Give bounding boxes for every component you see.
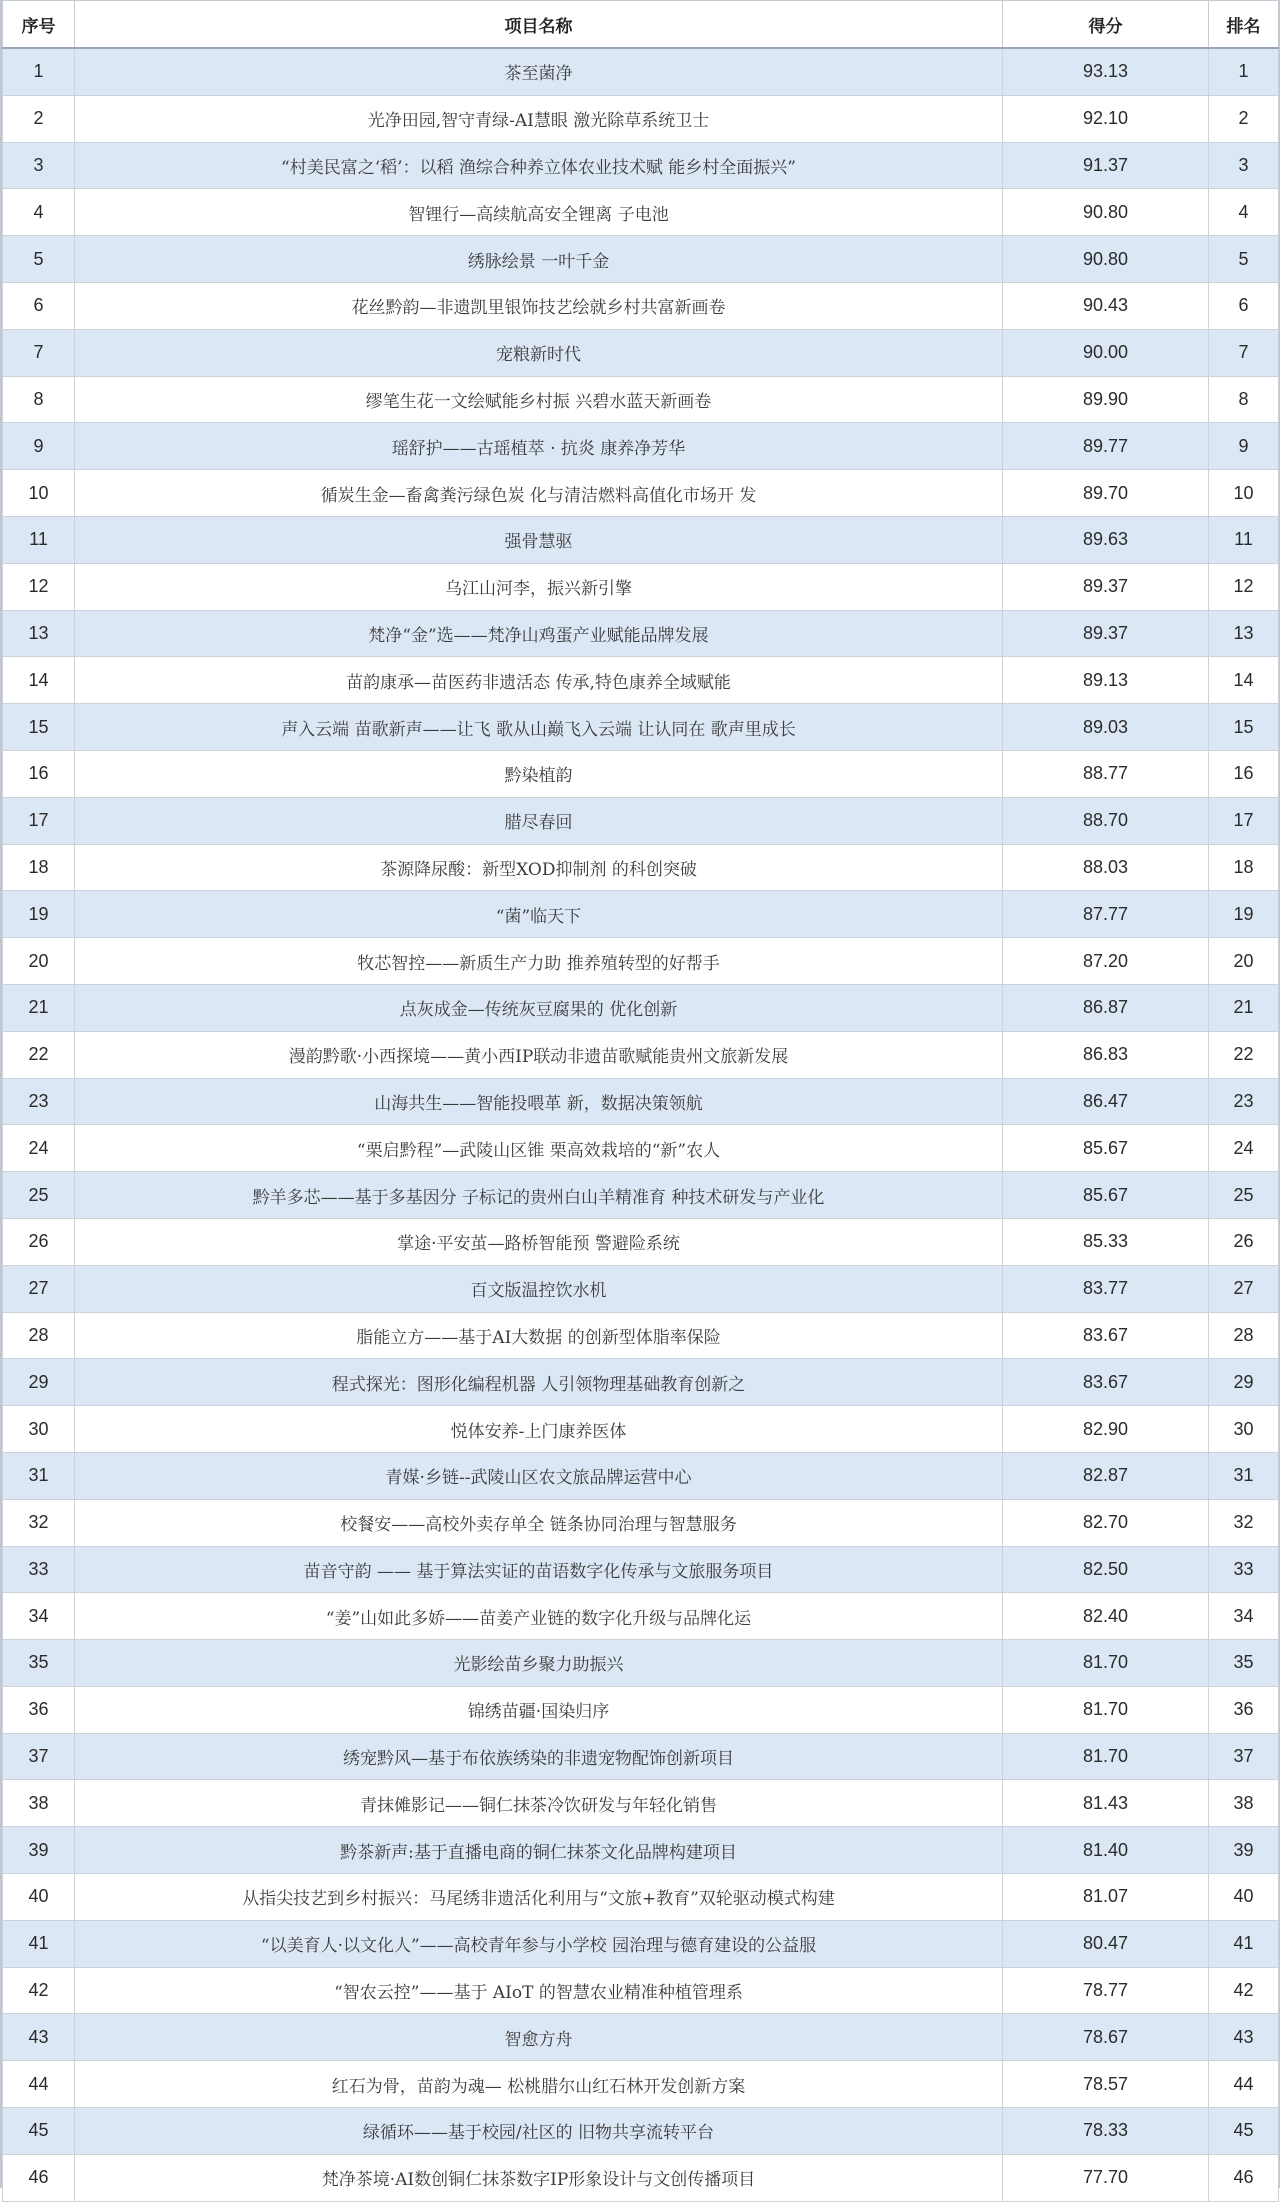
row-score-cell: 91.37 <box>1003 142 1209 189</box>
row-score-cell: 87.20 <box>1003 938 1209 985</box>
row-project-name-cell: 校餐安——高校外卖存单全 链条协同治理与智慧服务 <box>75 1499 1003 1546</box>
row-rank-cell: 40 <box>1209 1874 1279 1921</box>
table-row <box>3 891 1279 938</box>
row-project-name-cell: 绿循环——基于校园/社区的 旧物共享流转平台 <box>75 2108 1003 2155</box>
row-rank-cell: 1 <box>1209 48 1279 95</box>
row-index-cell: 46 <box>3 2154 75 2201</box>
row-index-cell: 38 <box>3 1780 75 1827</box>
table-row <box>3 329 1279 376</box>
row-rank-cell: 32 <box>1209 1499 1279 1546</box>
row-rank-cell: 16 <box>1209 750 1279 797</box>
row-score-cell: 86.83 <box>1003 1031 1209 1078</box>
row-index-cell: 44 <box>3 2061 75 2108</box>
row-index-cell: 40 <box>3 1874 75 1921</box>
row-score-cell: 83.67 <box>1003 1312 1209 1359</box>
row-rank-cell: 33 <box>1209 1546 1279 1593</box>
table-row <box>3 1967 1279 2014</box>
row-project-name-cell: 锦绣苗疆·国染归序 <box>75 1686 1003 1733</box>
table-row <box>3 1031 1279 1078</box>
row-rank-cell: 39 <box>1209 1827 1279 1874</box>
row-score-cell: 92.10 <box>1003 95 1209 142</box>
table-row <box>3 1780 1279 1827</box>
row-index-cell: 43 <box>3 2014 75 2061</box>
row-score-cell: 82.50 <box>1003 1546 1209 1593</box>
table-row <box>3 236 1279 283</box>
row-rank-cell: 30 <box>1209 1406 1279 1453</box>
row-index-cell: 45 <box>3 2108 75 2155</box>
row-rank-cell: 17 <box>1209 797 1279 844</box>
row-score-cell: 80.47 <box>1003 1920 1209 1967</box>
row-rank-cell: 14 <box>1209 657 1279 704</box>
ranking-table <box>2 0 1279 2202</box>
row-index-cell: 31 <box>3 1452 75 1499</box>
row-index-cell: 25 <box>3 1172 75 1219</box>
row-project-name-cell: 黔羊多芯——基于多基因分 子标记的贵州白山羊精准育 种技术研发与产业化 <box>75 1172 1003 1219</box>
row-index-cell: 27 <box>3 1265 75 1312</box>
row-project-name-cell: 山海共生——智能投喂革 新，数据决策领航 <box>75 1078 1003 1125</box>
table-row <box>3 1172 1279 1219</box>
row-index-cell: 19 <box>3 891 75 938</box>
row-index-cell: 12 <box>3 563 75 610</box>
row-rank-cell: 31 <box>1209 1452 1279 1499</box>
table-header-row <box>3 1 1279 49</box>
table-row <box>3 1640 1279 1687</box>
table-row <box>3 282 1279 329</box>
row-rank-cell: 24 <box>1209 1125 1279 1172</box>
row-project-name-cell: 宠粮新时代 <box>75 329 1003 376</box>
table-row <box>3 189 1279 236</box>
table-row <box>3 2014 1279 2061</box>
table-row <box>3 1920 1279 1967</box>
header-index: 序号 <box>3 1 75 49</box>
row-index-cell: 10 <box>3 470 75 517</box>
row-score-cell: 90.80 <box>1003 189 1209 236</box>
row-index-cell: 39 <box>3 1827 75 1874</box>
row-rank-cell: 28 <box>1209 1312 1279 1359</box>
table-row <box>3 1406 1279 1453</box>
row-index-cell: 13 <box>3 610 75 657</box>
table-row <box>3 844 1279 891</box>
row-rank-cell: 27 <box>1209 1265 1279 1312</box>
table-row <box>3 984 1279 1031</box>
row-project-name-cell: “栗启黔程”—武陵山区锥 栗高效栽培的“新”农人 <box>75 1125 1003 1172</box>
table-row <box>3 1593 1279 1640</box>
row-score-cell: 81.07 <box>1003 1874 1209 1921</box>
row-project-name-cell: 茶源降尿酸：新型XOD抑制剂 的科创突破 <box>75 844 1003 891</box>
row-project-name-cell: 百文版温控饮水机 <box>75 1265 1003 1312</box>
table-row <box>3 2154 1279 2201</box>
row-score-cell: 78.57 <box>1003 2061 1209 2108</box>
row-project-name-cell: 悦体安养-上门康养医体 <box>75 1406 1003 1453</box>
row-project-name-cell: 绣脉绘景 一叶千金 <box>75 236 1003 283</box>
table-row <box>3 48 1279 95</box>
row-score-cell: 81.43 <box>1003 1780 1209 1827</box>
row-project-name-cell: 花丝黔韵—非遗凯里银饰技艺绘就乡村共富新画卷 <box>75 282 1003 329</box>
row-rank-cell: 11 <box>1209 516 1279 563</box>
row-score-cell: 90.80 <box>1003 236 1209 283</box>
row-index-cell: 28 <box>3 1312 75 1359</box>
row-project-name-cell: 瑶舒护——古瑶植萃 · 抗炎 康养净芳华 <box>75 423 1003 470</box>
row-rank-cell: 15 <box>1209 704 1279 751</box>
row-score-cell: 88.70 <box>1003 797 1209 844</box>
row-score-cell: 86.47 <box>1003 1078 1209 1125</box>
row-score-cell: 82.40 <box>1003 1593 1209 1640</box>
row-project-name-cell: “姜”山如此多娇——苗姜产业链的数字化升级与品牌化运 <box>75 1593 1003 1640</box>
row-score-cell: 78.33 <box>1003 2108 1209 2155</box>
row-score-cell: 86.87 <box>1003 984 1209 1031</box>
row-project-name-cell: 光影绘苗乡聚力助振兴 <box>75 1640 1003 1687</box>
row-index-cell: 15 <box>3 704 75 751</box>
row-project-name-cell: 脂能立方——基于AI大数据 的创新型体脂率保险 <box>75 1312 1003 1359</box>
row-rank-cell: 5 <box>1209 236 1279 283</box>
row-project-name-cell: 牧芯智控——新质生产力助 推养殖转型的好帮手 <box>75 938 1003 985</box>
row-score-cell: 81.70 <box>1003 1733 1209 1780</box>
row-project-name-cell: 从指尖技艺到乡村振兴：马尾绣非遗活化利用与“文旅+教育”双轮驱动模式构建 <box>75 1874 1003 1921</box>
row-index-cell: 29 <box>3 1359 75 1406</box>
row-rank-cell: 42 <box>1209 1967 1279 2014</box>
row-index-cell: 17 <box>3 797 75 844</box>
row-score-cell: 88.77 <box>1003 750 1209 797</box>
row-index-cell: 42 <box>3 1967 75 2014</box>
row-rank-cell: 43 <box>1209 2014 1279 2061</box>
row-index-cell: 20 <box>3 938 75 985</box>
table-row <box>3 1359 1279 1406</box>
row-project-name-cell: 青媒·乡链--武陵山区农文旅品牌运营中心 <box>75 1452 1003 1499</box>
row-rank-cell: 35 <box>1209 1640 1279 1687</box>
table-row <box>3 750 1279 797</box>
row-score-cell: 88.03 <box>1003 844 1209 891</box>
row-project-name-cell: “菌”临天下 <box>75 891 1003 938</box>
row-rank-cell: 22 <box>1209 1031 1279 1078</box>
row-index-cell: 35 <box>3 1640 75 1687</box>
row-project-name-cell: 青抹傩影记——铜仁抹茶冷饮研发与年轻化销售 <box>75 1780 1003 1827</box>
row-index-cell: 36 <box>3 1686 75 1733</box>
table-row <box>3 470 1279 517</box>
row-score-cell: 78.67 <box>1003 2014 1209 2061</box>
row-rank-cell: 21 <box>1209 984 1279 1031</box>
table-body <box>3 48 1279 2201</box>
row-score-cell: 82.90 <box>1003 1406 1209 1453</box>
row-index-cell: 30 <box>3 1406 75 1453</box>
row-project-name-cell: 苗音守韵 —— 基于算法实证的苗语数字化传承与文旅服务项目 <box>75 1546 1003 1593</box>
row-score-cell: 89.37 <box>1003 563 1209 610</box>
row-project-name-cell: 强骨慧驱 <box>75 516 1003 563</box>
table-row <box>3 516 1279 563</box>
row-project-name-cell: 黔茶新声:基于直播电商的铜仁抹茶文化品牌构建项目 <box>75 1827 1003 1874</box>
table-row <box>3 1218 1279 1265</box>
row-rank-cell: 13 <box>1209 610 1279 657</box>
row-project-name-cell: 腊尽春回 <box>75 797 1003 844</box>
row-index-cell: 11 <box>3 516 75 563</box>
row-rank-cell: 6 <box>1209 282 1279 329</box>
table-row <box>3 1546 1279 1593</box>
row-score-cell: 81.70 <box>1003 1640 1209 1687</box>
table-row <box>3 1452 1279 1499</box>
row-index-cell: 32 <box>3 1499 75 1546</box>
table-row <box>3 423 1279 470</box>
row-project-name-cell: 梵净“金”选——梵净山鸡蛋产业赋能品牌发展 <box>75 610 1003 657</box>
table-row <box>3 1125 1279 1172</box>
row-index-cell: 23 <box>3 1078 75 1125</box>
row-score-cell: 87.77 <box>1003 891 1209 938</box>
row-project-name-cell: 红石为骨，苗韵为魂— 松桃腊尔山红石林开发创新方案 <box>75 2061 1003 2108</box>
table-row <box>3 142 1279 189</box>
row-project-name-cell: 掌途·平安茧—路桥智能预 警避险系统 <box>75 1218 1003 1265</box>
row-rank-cell: 9 <box>1209 423 1279 470</box>
table-row <box>3 1265 1279 1312</box>
row-index-cell: 5 <box>3 236 75 283</box>
row-rank-cell: 12 <box>1209 563 1279 610</box>
row-rank-cell: 46 <box>1209 2154 1279 2201</box>
row-index-cell: 2 <box>3 95 75 142</box>
table-row <box>3 2061 1279 2108</box>
table-row <box>3 1827 1279 1874</box>
row-score-cell: 85.33 <box>1003 1218 1209 1265</box>
table-row <box>3 2108 1279 2155</box>
row-index-cell: 21 <box>3 984 75 1031</box>
row-score-cell: 89.37 <box>1003 610 1209 657</box>
row-index-cell: 9 <box>3 423 75 470</box>
row-project-name-cell: 智愈方舟 <box>75 2014 1003 2061</box>
row-rank-cell: 25 <box>1209 1172 1279 1219</box>
row-index-cell: 37 <box>3 1733 75 1780</box>
table-row <box>3 376 1279 423</box>
row-rank-cell: 29 <box>1209 1359 1279 1406</box>
row-index-cell: 22 <box>3 1031 75 1078</box>
row-project-name-cell: 循炭生金—畜禽粪污绿色炭 化与清洁燃料高值化市场开 发 <box>75 470 1003 517</box>
row-project-name-cell: 绣宠黔风—基于布依族绣染的非遗宠物配饰创新项目 <box>75 1733 1003 1780</box>
row-rank-cell: 26 <box>1209 1218 1279 1265</box>
row-rank-cell: 23 <box>1209 1078 1279 1125</box>
row-index-cell: 33 <box>3 1546 75 1593</box>
row-project-name-cell: 点灰成金—传统灰豆腐果的 优化创新 <box>75 984 1003 1031</box>
row-score-cell: 85.67 <box>1003 1125 1209 1172</box>
row-score-cell: 82.70 <box>1003 1499 1209 1546</box>
row-index-cell: 6 <box>3 282 75 329</box>
row-score-cell: 89.77 <box>1003 423 1209 470</box>
row-index-cell: 24 <box>3 1125 75 1172</box>
row-project-name-cell: 漫韵黔歌·小西探境——黄小西IP联动非遗苗歌赋能贵州文旅新发展 <box>75 1031 1003 1078</box>
row-rank-cell: 38 <box>1209 1780 1279 1827</box>
row-rank-cell: 41 <box>1209 1920 1279 1967</box>
row-project-name-cell: 黔染植韵 <box>75 750 1003 797</box>
row-index-cell: 3 <box>3 142 75 189</box>
row-score-cell: 89.03 <box>1003 704 1209 751</box>
table-row <box>3 1078 1279 1125</box>
row-rank-cell: 2 <box>1209 95 1279 142</box>
row-index-cell: 16 <box>3 750 75 797</box>
row-score-cell: 89.63 <box>1003 516 1209 563</box>
row-project-name-cell: 声入云端 苗歌新声——让飞 歌从山巅飞入云端 让认同在 歌声里成长 <box>75 704 1003 751</box>
row-index-cell: 1 <box>3 48 75 95</box>
table-row <box>3 1874 1279 1921</box>
row-project-name-cell: “智农云控”——基于 AIoT 的智慧农业精准种植管理系 <box>75 1967 1003 2014</box>
table-row <box>3 1312 1279 1359</box>
row-index-cell: 41 <box>3 1920 75 1967</box>
row-score-cell: 83.67 <box>1003 1359 1209 1406</box>
header-project-name: 项目名称 <box>75 1 1003 49</box>
row-rank-cell: 3 <box>1209 142 1279 189</box>
row-index-cell: 8 <box>3 376 75 423</box>
row-rank-cell: 8 <box>1209 376 1279 423</box>
row-project-name-cell: 程式探光：图形化编程机器 人引领物理基础教育创新之 <box>75 1359 1003 1406</box>
table-row <box>3 95 1279 142</box>
row-project-name-cell: 光净田园,智守青绿-AI慧眼 激光除草系统卫士 <box>75 95 1003 142</box>
row-rank-cell: 4 <box>1209 189 1279 236</box>
row-score-cell: 82.87 <box>1003 1452 1209 1499</box>
row-score-cell: 81.70 <box>1003 1686 1209 1733</box>
row-project-name-cell: 梵净茶境·AI数创铜仁抹茶数字IP形象设计与文创传播项目 <box>75 2154 1003 2201</box>
row-project-name-cell: 缪笔生花一文绘赋能乡村振 兴碧水蓝天新画卷 <box>75 376 1003 423</box>
table-row <box>3 1686 1279 1733</box>
table-row <box>3 610 1279 657</box>
row-index-cell: 14 <box>3 657 75 704</box>
row-score-cell: 89.70 <box>1003 470 1209 517</box>
table-row <box>3 1499 1279 1546</box>
row-score-cell: 77.70 <box>1003 2154 1209 2201</box>
row-project-name-cell: “村美民富之‘稻’：以稻 渔综合种养立体农业技术赋 能乡村全面振兴” <box>75 142 1003 189</box>
row-project-name-cell: 乌江山河李，振兴新引擎 <box>75 563 1003 610</box>
row-index-cell: 34 <box>3 1593 75 1640</box>
row-score-cell: 90.43 <box>1003 282 1209 329</box>
row-rank-cell: 37 <box>1209 1733 1279 1780</box>
header-rank: 排名 <box>1209 1 1279 49</box>
row-index-cell: 26 <box>3 1218 75 1265</box>
table-row <box>3 1733 1279 1780</box>
row-project-name-cell: 茶至菌净 <box>75 48 1003 95</box>
row-score-cell: 78.77 <box>1003 1967 1209 2014</box>
row-index-cell: 18 <box>3 844 75 891</box>
row-rank-cell: 44 <box>1209 2061 1279 2108</box>
table-row <box>3 797 1279 844</box>
row-project-name-cell: 智锂行—高续航高安全锂离 子电池 <box>75 189 1003 236</box>
row-rank-cell: 18 <box>1209 844 1279 891</box>
table-row <box>3 657 1279 704</box>
header-score: 得分 <box>1003 1 1209 49</box>
row-rank-cell: 36 <box>1209 1686 1279 1733</box>
row-score-cell: 89.13 <box>1003 657 1209 704</box>
row-score-cell: 85.67 <box>1003 1172 1209 1219</box>
row-rank-cell: 7 <box>1209 329 1279 376</box>
row-rank-cell: 10 <box>1209 470 1279 517</box>
table-row <box>3 938 1279 985</box>
row-score-cell: 93.13 <box>1003 48 1209 95</box>
row-index-cell: 4 <box>3 189 75 236</box>
row-rank-cell: 19 <box>1209 891 1279 938</box>
row-score-cell: 83.77 <box>1003 1265 1209 1312</box>
row-project-name-cell: 苗韵康承—苗医药非遗活态 传承,特色康养全域赋能 <box>75 657 1003 704</box>
row-project-name-cell: “以美育人·以文化人”——高校青年参与小学校 园治理与德育建设的公益服 <box>75 1920 1003 1967</box>
row-rank-cell: 34 <box>1209 1593 1279 1640</box>
row-rank-cell: 20 <box>1209 938 1279 985</box>
row-score-cell: 81.40 <box>1003 1827 1209 1874</box>
row-index-cell: 7 <box>3 329 75 376</box>
table-row <box>3 563 1279 610</box>
row-score-cell: 90.00 <box>1003 329 1209 376</box>
table-row <box>3 704 1279 751</box>
row-rank-cell: 45 <box>1209 2108 1279 2155</box>
row-score-cell: 89.90 <box>1003 376 1209 423</box>
